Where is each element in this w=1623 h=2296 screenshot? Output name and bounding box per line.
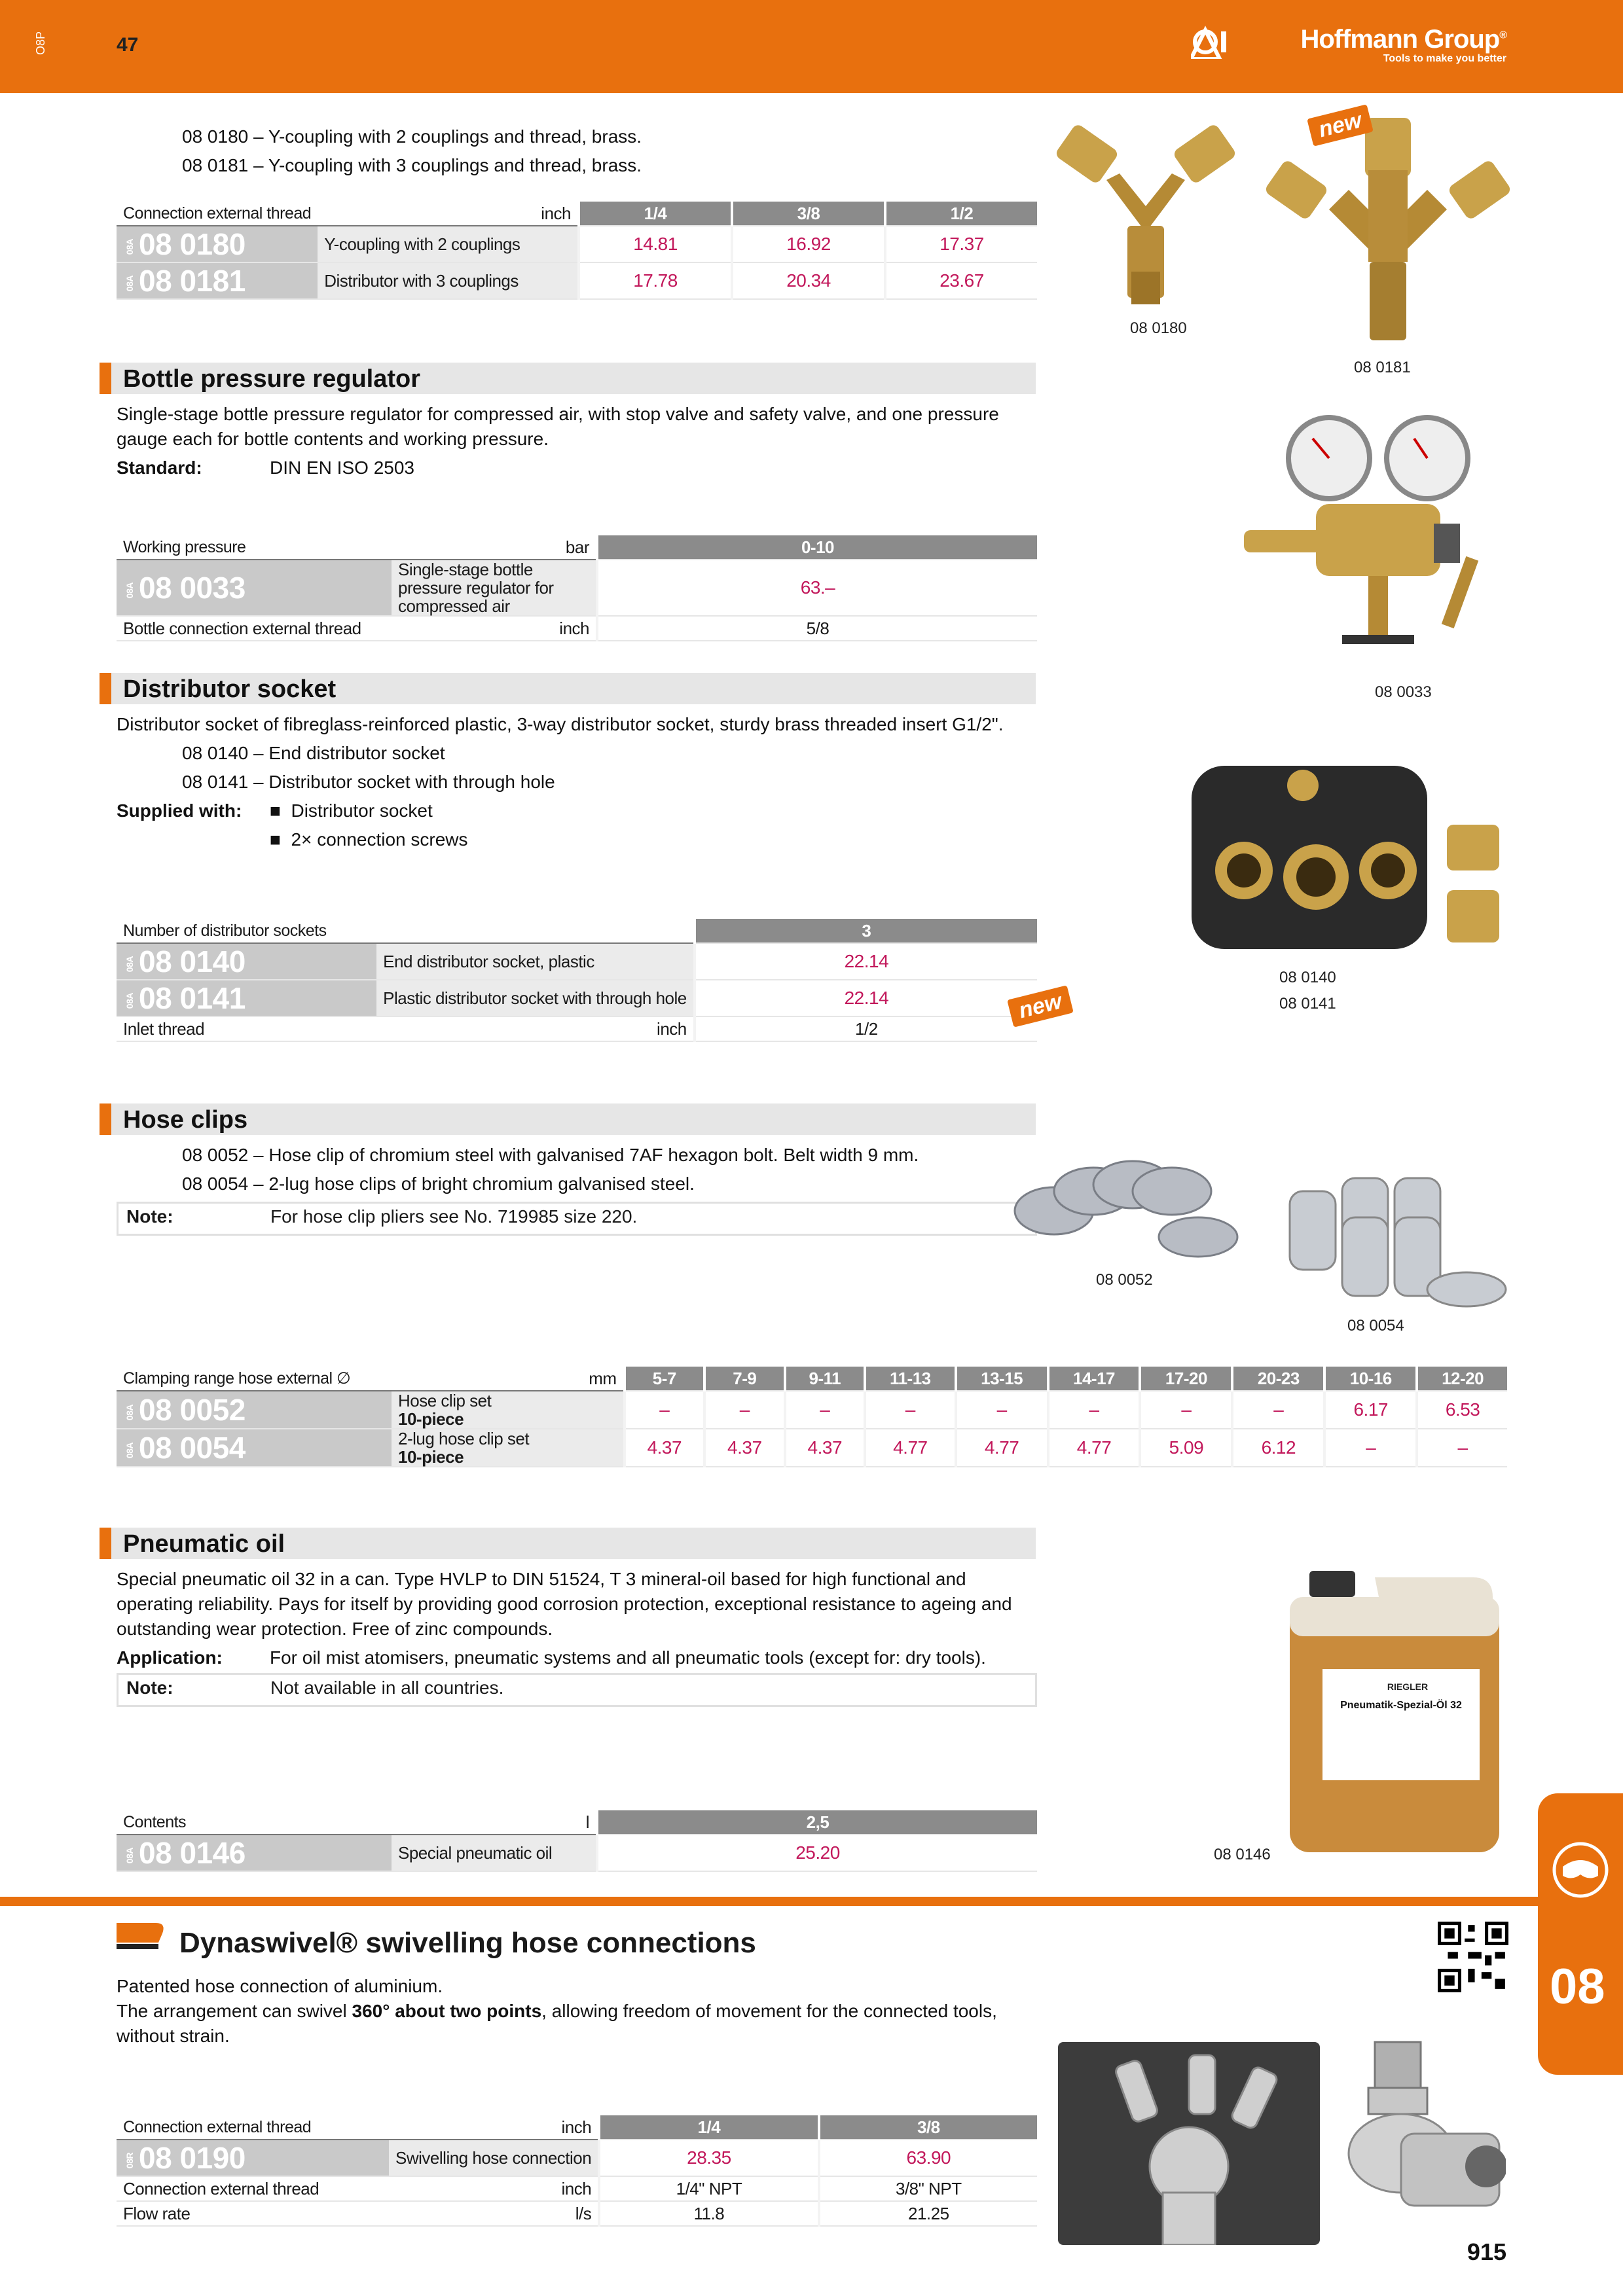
article-code: 08 0052: [182, 1145, 249, 1165]
item-text: End distributor socket: [268, 743, 445, 763]
table-header-unit: l: [392, 1810, 597, 1835]
section-header-bottle: [100, 363, 1036, 394]
table-col-header: 11-13: [865, 1367, 956, 1391]
table-row[interactable]: [117, 1429, 1507, 1467]
table-header-unit: inch: [318, 202, 579, 226]
image-caption: 08 0146: [1214, 1846, 1271, 1863]
section-description: Distributor socket of fibreglass-reinforced plastic, 3-way distributor socket, sturdy brass threaded insert G1/2".: [117, 714, 1004, 734]
list-item: 08 0180 – Y-coupling with 2 couplings and thread, brass.: [182, 126, 642, 147]
can-product: Pneumatik-Spezial-Öl 32: [1340, 1700, 1462, 1711]
note-text: For hose clip pliers see No. 719985 size 220.: [270, 1206, 638, 1227]
y-coupling-3-image: [1257, 111, 1519, 347]
dynabrade-logo-icon: [117, 1923, 166, 1949]
article-description: Distributor with 3 couplings: [318, 262, 579, 299]
item-text: Distributor socket with through hole: [268, 772, 555, 792]
article-number[interactable]: 08A 08 0052: [117, 1391, 392, 1429]
table-col-header: 9-11: [785, 1367, 865, 1391]
section-title: Distributor socket: [123, 675, 337, 703]
table-col-header: 3/8: [732, 202, 885, 226]
table-header-unit: mm: [392, 1367, 625, 1391]
table-foot-value: 11.8: [599, 2201, 818, 2226]
note-label: Note:: [126, 1206, 173, 1227]
price: –: [785, 1391, 865, 1429]
table-row[interactable]: [117, 2140, 1037, 2176]
table-row[interactable]: [117, 262, 1037, 299]
supplied-label: Supplied with:: [117, 800, 242, 821]
table-col-header: 1/2: [885, 202, 1037, 226]
price: 4.37: [785, 1429, 865, 1467]
y-coupling-2-image: [1048, 121, 1244, 311]
table-row[interactable]: [117, 1835, 1037, 1871]
table-col-header: 17-20: [1140, 1367, 1232, 1391]
article-code: 08 0140: [182, 743, 249, 763]
price: 20.34: [732, 262, 885, 299]
table-col-header: 2,5: [597, 1810, 1037, 1835]
table-header-label: Clamping range hose external ∅: [117, 1367, 392, 1391]
standard-label: Standard:: [117, 457, 202, 478]
image-caption: 08 0140: [1279, 969, 1336, 986]
table-col-header: 12-20: [1417, 1367, 1507, 1391]
table-row[interactable]: [117, 1391, 1507, 1429]
price: 17.37: [885, 226, 1037, 262]
table-header-label: Working pressure: [117, 535, 392, 560]
article-description: End distributor socket, plastic: [376, 943, 695, 980]
price: 17.78: [579, 262, 732, 299]
price: 16.92: [732, 226, 885, 262]
table-foot-label: Bottle connection external thread: [117, 616, 392, 641]
table-row[interactable]: [117, 943, 1037, 980]
note-label: Note:: [126, 1677, 173, 1698]
article-description: Swivelling hose connection: [389, 2140, 599, 2176]
section-header-hoseclips: [100, 1103, 1036, 1135]
price: 22.14: [695, 943, 1037, 980]
table-foot-label: Connection external thread: [117, 2176, 389, 2201]
article-code: 08 0141: [182, 772, 249, 792]
list-item: 08 0052 – Hose clip of chromium steel with galvanised 7AF hexagon bolt. Belt width 9 mm.: [182, 1145, 919, 1165]
section-header-oil: [100, 1528, 1036, 1559]
oil-can-image: [1283, 1571, 1506, 1852]
price: 4.77: [956, 1429, 1048, 1467]
table-col-header: 13-15: [956, 1367, 1048, 1391]
table-row[interactable]: [117, 980, 1037, 1016]
image-caption: 08 0181: [1354, 359, 1411, 376]
table-col-header: 20-23: [1232, 1367, 1324, 1391]
article-number[interactable]: 08A 08 0140: [117, 943, 376, 980]
article-description: Special pneumatic oil: [392, 1835, 597, 1871]
price: 4.77: [865, 1429, 956, 1467]
list-item: 08 0181 – Y-coupling with 3 couplings and thread, brass.: [182, 155, 642, 175]
price: 4.37: [625, 1429, 704, 1467]
item-text: Y-coupling with 2 couplings and thread, brass.: [268, 126, 642, 147]
price: 6.17: [1324, 1391, 1417, 1429]
distributor-table: [117, 919, 1037, 1042]
application-text: For oil mist atomisers, pneumatic systems and all pneumatic tools (except for: dry tools).: [270, 1647, 986, 1668]
image-caption: 08 0054: [1347, 1317, 1404, 1335]
article-number[interactable]: 08A 08 0054: [117, 1429, 392, 1467]
price: 22.14: [695, 980, 1037, 1016]
dynaswivel-table: [117, 2115, 1037, 2227]
price: –: [1048, 1391, 1140, 1429]
article-number[interactable]: 08A 08 0181: [117, 262, 318, 299]
article-description: Y-coupling with 2 couplings: [318, 226, 579, 262]
image-caption: 08 0052: [1096, 1271, 1153, 1289]
new-badge: new: [1307, 104, 1374, 146]
price: 25.20: [597, 1835, 1037, 1871]
item-text: Y-coupling with 3 couplings and thread, brass.: [268, 155, 642, 175]
price: 63.–: [597, 560, 1037, 616]
price: –: [1140, 1391, 1232, 1429]
article-number[interactable]: 08R 08 0190: [117, 2140, 389, 2176]
price: 23.67: [885, 262, 1037, 299]
image-caption: 08 0180: [1130, 319, 1187, 337]
brand-reg: ®: [1499, 29, 1506, 41]
section-description: Special pneumatic oil 32 in a can. Type HVLP to DIN 51524, T 3 mineral-oil based for high functional and operating reliability. Pays for itself by providing good corrosion protection, exceptional resistance to ageing and outstanding wear protection. Free of zinc compounds.: [117, 1569, 1012, 1639]
note-box: [117, 1202, 1037, 1236]
ycoupling-table: [117, 202, 1037, 300]
chapter-tab[interactable]: [1538, 1793, 1623, 2075]
price: –: [1417, 1429, 1507, 1467]
table-header-label: Connection external thread: [117, 2115, 389, 2140]
item-text: Hose clip of chromium steel with galvanised 7AF hexagon bolt. Belt width 9 mm.: [268, 1145, 919, 1165]
list-item: 08 0054 – 2-lug hose clips of bright chromium galvanised steel.: [182, 1174, 695, 1194]
table-col-header: 1/4: [599, 2115, 818, 2140]
dynaswivel-line1: Patented hose connection of aluminium.: [117, 1976, 443, 1996]
article-description: Hose clip set 10-piece: [392, 1391, 625, 1429]
hoffmann-logo-icon: [1191, 25, 1237, 59]
price: 28.35: [599, 2140, 818, 2176]
table-foot-value: 5/8: [597, 616, 1037, 641]
application-label: Application:: [117, 1647, 223, 1668]
table-header-label: Connection external thread: [117, 202, 318, 226]
table-col-header: 1/4: [579, 202, 732, 226]
page-number-top: 47: [117, 34, 139, 56]
image-caption: 08 0141: [1279, 995, 1336, 1013]
article-number[interactable]: 08A 08 0141: [117, 980, 376, 1016]
article-description: Plastic distributor socket with through hole: [376, 980, 695, 1016]
price: –: [1232, 1391, 1324, 1429]
article-number[interactable]: 08A 08 0180: [117, 226, 318, 262]
price: 4.77: [1048, 1429, 1140, 1467]
table-foot-unit: inch: [389, 2176, 599, 2201]
list-item: 08 0140 – End distributor socket: [182, 743, 445, 763]
article-description: 2-lug hose clip set 10-piece: [392, 1429, 625, 1467]
brand-tagline: Tools to make you better: [1383, 53, 1506, 64]
table-foot-label: Flow rate: [117, 2201, 389, 2226]
price: 6.53: [1417, 1391, 1507, 1429]
price: –: [1324, 1429, 1417, 1467]
dynaswivel-line2: The arrangement can swivel 360° about two points, allowing freedom of movement for the connected tools, without strain.: [117, 2001, 997, 2046]
article-number[interactable]: 08A 08 0146: [117, 1835, 392, 1871]
brand-logo[interactable]: [1300, 25, 1506, 65]
article-code: 08 0180: [182, 126, 249, 147]
table-col-header: 3: [695, 919, 1037, 943]
table-foot-value: 1/2: [695, 1016, 1037, 1041]
distributor-socket-image: [1192, 766, 1506, 962]
table-col-header: 10-16: [1324, 1367, 1417, 1391]
item-text: 2-lug hose clips of bright chromium galvanised steel.: [268, 1174, 695, 1194]
chapter-number: 08: [1550, 1959, 1605, 2015]
price: 4.37: [704, 1429, 784, 1467]
table-foot-value: 3/8" NPT: [819, 2176, 1037, 2201]
can-brand: RIEGLER: [1387, 1681, 1429, 1692]
article-description: Single-stage bottle pressure regulator for compressed air: [392, 560, 597, 616]
price: –: [956, 1391, 1048, 1429]
page-number: 915: [1467, 2238, 1506, 2265]
table-foot-label: Inlet thread: [117, 1016, 376, 1041]
table-col-header: 7-9: [704, 1367, 784, 1391]
safety-goggles-icon: [1551, 1840, 1610, 1899]
section-title: Hose clips: [123, 1106, 248, 1134]
section-description: Single-stage bottle pressure regulator for compressed air, with stop valve and safety valve, and one pressure gauge each for bottle contents and working pressure.: [117, 404, 999, 449]
price: 6.12: [1232, 1429, 1324, 1467]
article-number[interactable]: 08A 08 0033: [117, 560, 392, 616]
article-code: 08 0054: [182, 1174, 249, 1194]
table-header-unit: inch: [389, 2115, 599, 2140]
price: 14.81: [579, 226, 732, 262]
table-foot-unit: inch: [376, 1016, 695, 1041]
qr-code-icon[interactable]: [1438, 1922, 1508, 1992]
new-badge: new: [1007, 985, 1074, 1027]
swivel-connection-image: [1322, 2036, 1506, 2232]
supplied-item: ■ Distributor socket: [270, 800, 433, 821]
price: –: [704, 1391, 784, 1429]
table-col-header: 14-17: [1048, 1367, 1140, 1391]
section-title: Bottle pressure regulator: [123, 365, 420, 393]
pressure-regulator-image: [1237, 412, 1512, 674]
oil-table: [117, 1810, 1037, 1872]
hose-clip-image: [1002, 1126, 1250, 1263]
price: 5.09: [1140, 1429, 1232, 1467]
table-col-header: 0-10: [597, 535, 1037, 560]
price: 63.90: [819, 2140, 1037, 2176]
article-code: 08 0181: [182, 155, 249, 175]
image-caption: 08 0033: [1375, 683, 1432, 701]
edge-code: O8P: [34, 31, 47, 56]
table-header-label: Contents: [117, 1810, 392, 1835]
standard-value: DIN EN ISO 2503: [270, 457, 414, 478]
table-header-label: Number of distributor sockets: [117, 919, 376, 943]
table-foot-unit: inch: [392, 616, 597, 641]
hoseclips-table: [117, 1367, 1507, 1467]
list-item: 08 0141 – Distributor socket with through hole: [182, 772, 555, 792]
price: –: [625, 1391, 704, 1429]
table-foot-value: 21.25: [819, 2201, 1037, 2226]
section-divider: [0, 1897, 1545, 1906]
brand-name: Hoffmann Group: [1300, 25, 1500, 54]
table-col-header: 5-7: [625, 1367, 704, 1391]
two-lug-hose-clip-image: [1270, 1152, 1519, 1316]
table-row[interactable]: [117, 560, 1037, 616]
bottle-table: [117, 535, 1037, 641]
supplied-item: ■ 2× connection screws: [270, 829, 468, 850]
note-box: [117, 1673, 1037, 1707]
swivel-tools-image: [1058, 2042, 1320, 2245]
table-col-header: 3/8: [819, 2115, 1037, 2140]
table-foot-unit: l/s: [389, 2201, 599, 2226]
section-title: Pneumatic oil: [123, 1530, 285, 1558]
price: –: [865, 1391, 956, 1429]
table-foot-value: 1/4" NPT: [599, 2176, 818, 2201]
section-header-distributor: [100, 673, 1036, 704]
note-text: Not available in all countries.: [270, 1677, 504, 1698]
table-row[interactable]: [117, 226, 1037, 262]
table-header-unit: bar: [392, 535, 597, 560]
section-title: Dynaswivel® swivelling hose connections: [179, 1927, 756, 1959]
